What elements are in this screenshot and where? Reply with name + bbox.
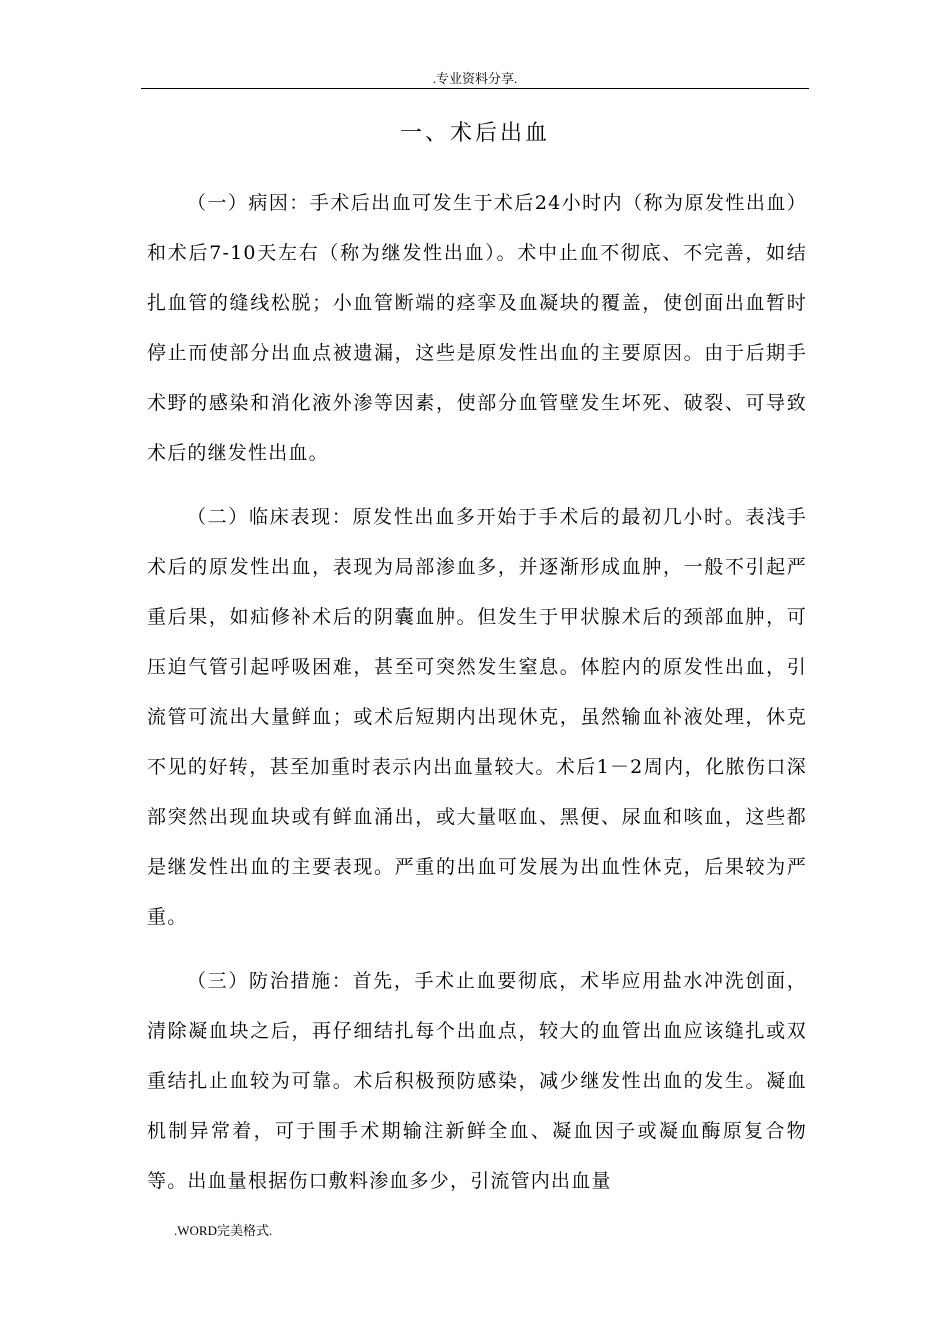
document-body xyxy=(147,178,807,1220)
header-divider xyxy=(141,88,809,89)
paragraph-prevention-treatment: （三）防治措施：首先，手术止血要彻底，术毕应用盐水冲洗创面，清除凝血块之后，再仔细结扎每个出血点，较大的血管出血应该缝扎或双重结扎止血较为可靠。术后积极预防感染，减少继发性出血的发生。凝血机制异常着，可于围手术期输注新鲜全血、凝血因子或凝血酶原复合物等。出血量根据伤口敷料渗血多少，引流管内出血量 xyxy=(147,970,807,1192)
paragraph-cause: （一）病因：手术后出血可发生于术后24小时内（称为原发性出血）和术后7-10天左右（称为继发性出血）。术中止血不彻底、不完善，如结扎血管的缝线松脱；小血管断端的痉挛及血凝块的覆盖，使创面出血暂时停止而使部分出血点被遗漏，这些是原发性出血的主要原因。由于后期手术野的感染和消化液外渗等因素，使部分血管壁发生坏死、破裂、可导致术后的继发性出血。 xyxy=(147,192,807,464)
paragraph-clinical-manifestation: （二）临床表现：原发性出血多开始于手术后的最初几小时。表浅手术后的原发性出血，表现为局部渗血多，并逐渐形成血肿，一般不引起严重后果，如疝修补术后的阴囊血肿。但发生于甲状腺术后的颈部血肿，可压迫气管引起呼吸困难，甚至可突然发生窒息。体腔内的原发性出血，引流管可流出大量鲜血；或术后短期内出现休克，虽然输血补液处理，休克不见的好转，甚至加重时表示内出血量较大。术后1－2周内，化脓伤口深部突然出现血块或有鲜血涌出，或大量呕血、黑便、尿血和咳血，这些都是继发性出血的主要表现。严重的出血可发展为出血性休克，后果较为严重。 xyxy=(147,506,807,928)
page-footer: .WORD完美格式. xyxy=(174,1223,273,1238)
document-title: 一、术后出血 xyxy=(399,121,550,146)
page-header: .专业资料分享. xyxy=(432,71,518,86)
